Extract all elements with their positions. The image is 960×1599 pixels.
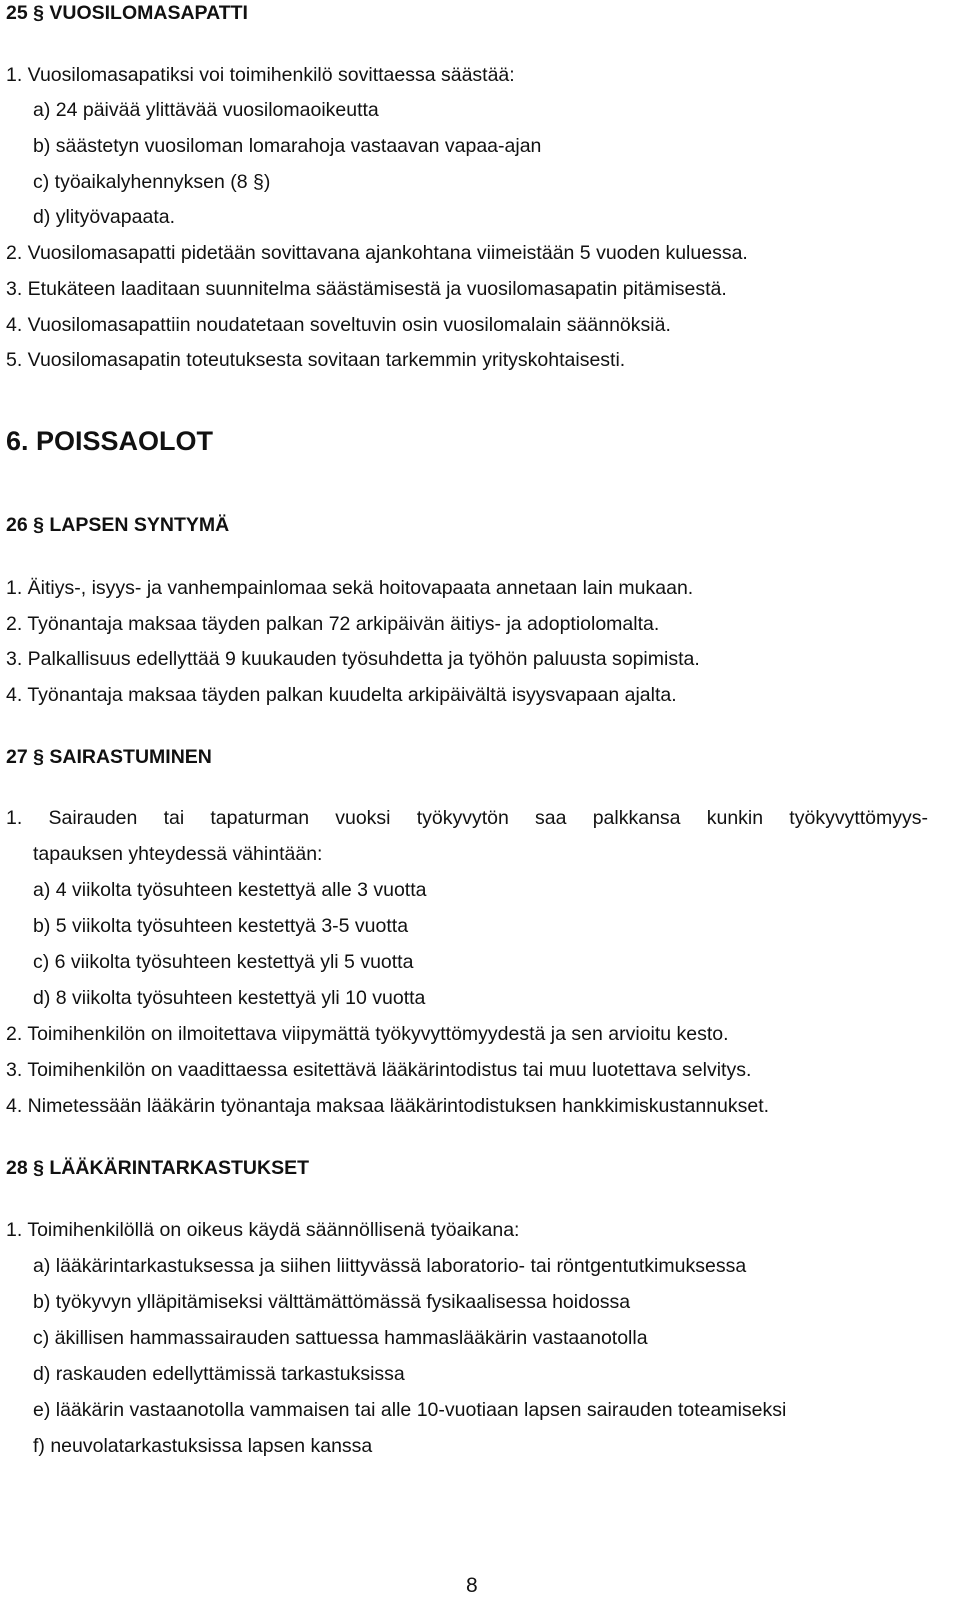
s27-item-1a: a) 4 viikolta työsuhteen kestettyä alle 3 vuotta (33, 879, 427, 901)
s26-item-4: 4. Työnantaja maksaa täyden palkan kuudelta arkipäivältä isyysvapaan ajalta. (6, 684, 677, 706)
section-26-heading: 26 § LAPSEN SYNTYMÄ (6, 514, 230, 536)
chapter-6-heading: 6. POISSAOLOT (6, 426, 214, 456)
s27-item-1c: c) 6 viikolta työsuhteen kestettyä yli 5 vuotta (33, 951, 414, 973)
s28-item-1: 1. Toimihenkilöllä on oikeus käydä säännöllisenä työaikana: (6, 1219, 520, 1241)
s25-item-1c: c) työaikalyhennyksen (8 §) (33, 171, 271, 193)
s27-item-2: 2. Toimihenkilön on ilmoitettava viipymättä työkyvyttömyydestä ja sen arvioitu kesto. (6, 1023, 729, 1045)
s28-item-1a: a) lääkärintarkastuksessa ja siihen liittyvässä laboratorio- tai röntgentutkimuksessa (33, 1255, 747, 1277)
s28-item-1e: e) lääkärin vastaanotolla vammaisen tai alle 10-vuotiaan lapsen sairauden toteamiseksi (33, 1399, 787, 1421)
s25-item-4: 4. Vuosilomasapattiin noudatetaan soveltuvin osin vuosilomalain säännöksiä. (6, 314, 671, 336)
s27-item-1b: b) 5 viikolta työsuhteen kestettyä 3-5 vuotta (33, 915, 409, 937)
s27-item-1-line-2: tapauksen yhteydessä vähintään: (33, 843, 323, 865)
section-25-heading: 25 § VUOSILOMASAPATTI (6, 2, 248, 24)
s25-item-3: 3. Etukäteen laaditaan suunnitelma säästämisestä ja vuosilomasapatin pitämisestä. (6, 278, 727, 300)
s27-item-4: 4. Nimetessään lääkärin työnantaja maksaa lääkärintodistuksen hankkimiskustannukset. (6, 1095, 770, 1117)
s28-item-1f: f) neuvolatarkastuksissa lapsen kanssa (33, 1435, 373, 1457)
s25-item-1: 1. Vuosilomasapatiksi voi toimihenkilö sovittaessa säästää: (6, 64, 515, 86)
s25-item-5: 5. Vuosilomasapatin toteutuksesta sovitaan tarkemmin yrityskohtaisesti. (6, 349, 626, 371)
s28-item-1c: c) äkillisen hammassairauden sattuessa hammaslääkärin vastaanotolla (33, 1327, 648, 1349)
s26-item-3: 3. Palkallisuus edellyttää 9 kuukauden työsuhdetta ja työhön paluusta sopimista. (6, 648, 700, 670)
s28-item-1d: d) raskauden edellyttämissä tarkastuksissa (33, 1363, 405, 1385)
s26-item-2: 2. Työnantaja maksaa täyden palkan 72 arkipäivän äitiys- ja adoptiolomalta. (6, 613, 660, 635)
s28-item-1b: b) työkyvyn ylläpitämiseksi välttämättömässä fysikaalisessa hoidossa (33, 1291, 631, 1313)
s25-item-2: 2. Vuosilomasapatti pidetään sovittavana ajankohtana viimeistään 5 vuoden kuluessa. (6, 242, 748, 264)
section-27-heading: 27 § SAIRASTUMINEN (6, 746, 212, 768)
s27-item-1d: d) 8 viikolta työsuhteen kestettyä yli 10 vuotta (33, 987, 426, 1009)
s25-item-1a: a) 24 päivää ylittävää vuosilomaoikeutta (33, 99, 379, 121)
s27-item-1-line-1: 1. Sairauden tai tapaturman vuoksi työkyvytön saa palkkansa kunkin työkyvyttömyys- (6, 807, 928, 829)
section-28-heading: 28 § LÄÄKÄRINTARKASTUKSET (6, 1157, 309, 1179)
s25-item-1b: b) säästetyn vuosiloman lomarahoja vastaavan vapaa-ajan (33, 135, 542, 157)
s27-item-3: 3. Toimihenkilön on vaadittaessa esitettävä lääkärintodistus tai muu luotettava selvitys. (6, 1059, 752, 1081)
s26-item-1: 1. Äitiys-, isyys- ja vanhempainlomaa sekä hoitovapaata annetaan lain mukaan. (6, 577, 694, 599)
page-number: 8 (466, 1574, 478, 1597)
s25-item-1d: d) ylityövapaata. (33, 206, 175, 228)
